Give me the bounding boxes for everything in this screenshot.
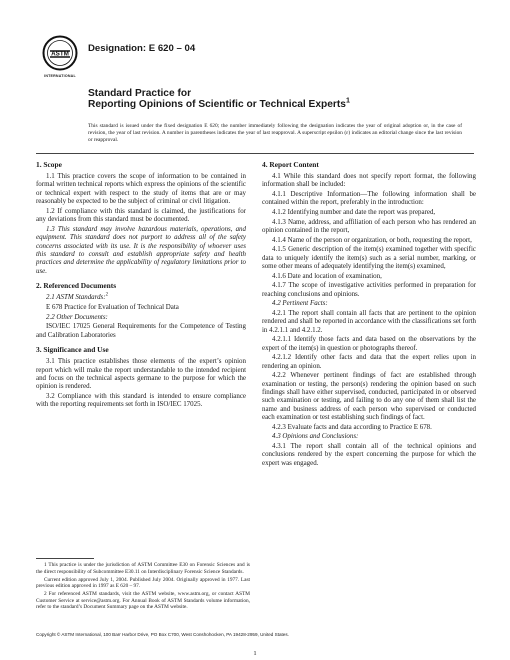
paragraph-4-1: 4.1 While this standard does not specify report format, the following information shall be included: — [262, 172, 476, 189]
footnote-1-edition: Current edition approved July 1, 2004. Published July 2004. Originally approved in 1977. Last previous edition approved in 1997 as E 620 – 97. — [36, 576, 250, 590]
paragraph-2-1: 2.1 ASTM Standards:$^2$ — [46, 293, 108, 302]
section-heading-referenced-documents: 2. Referenced Documents — [36, 281, 117, 291]
paragraph-4-1-3: 4.1.3 Name, address, and affiliation of each person who has rendered an opinion contained in the report, — [262, 217, 476, 234]
paragraph-4-1-7: 4.1.7 The scope of investigative activities performed in preparation for reaching conclusions and opinions. — [262, 281, 476, 298]
page-title: Reporting Opinions of Scientific or Technical Experts — [88, 99, 346, 110]
paragraph-2-2: 2.2 Other Documents: — [46, 312, 108, 321]
svg-text:ASTM: ASTM — [51, 50, 69, 58]
paragraph-4-1-1: 4.1.1 Descriptive Information—The following information shall be contained within the report, preferably in the introduction: — [262, 190, 476, 207]
standard-note: This standard is issued under the fixed designation E 620; the number immediately following the designation indicates the year of original adoption or, in the case of revision, the year of last revision. A number in parentheses indicates the year of last reapproval. A superscript epsilon (ε) indicates an editorial change since the last revision or reapproval. — [88, 123, 462, 144]
footnotes — [36, 562, 250, 612]
left-column — [36, 160, 246, 410]
paragraph-4-2-1-1: 4.2.1.1 Identify those facts and data based on the observations by the expert of the item(s) in question or photographs thereof. — [262, 335, 476, 352]
paragraph-4-2-3: 4.2.3 Evaluate facts and data according to Practice E 678. — [272, 422, 432, 431]
footnote-divider — [36, 558, 94, 559]
paragraph-4-3: 4.3 Opinions and Conclusions: — [272, 432, 359, 441]
section-heading-scope: 1. Scope — [36, 160, 62, 169]
footnote-1: 1 This practice is under the jurisdiction of ASTM Committee E30 on Forensic Sciences and is the direct responsibility of Subcommittee E30.11 on Interdisciplinary Forensic Science Standards. — [36, 562, 250, 575]
paragraph-4-2-1: 4.2.1 The report shall contain all facts that are pertinent to the opinion rendered and shall be reported in accordance with the classifications set forth in 4.2.1.1 and 4.2.1.2. — [262, 308, 477, 334]
paragraph-1-1: 1.1 This practice covers the scope of information to be contained in formal written technical reports which express the opinions of the scientific or technical expert with respect to the study of items that are or may reasonably be expected to be the subject of criminal or civil litigation. — [36, 172, 246, 206]
paragraph-4-2-2: 4.2.2 Whenever pertinent findings of fact are established through examination or testing, the person(s) rendering the opinion based on such findings shall have either supervised, conducted, participated in or observed such examination or testing, and failing to do any one of them shall list the name and business address of each person who supervised or conducted each examination or test establishing such findings of fact. — [262, 371, 476, 422]
title-footnote-mark: 1 — [345, 96, 350, 105]
paragraph-4-1-4: 4.1.4 Name of the person or organization, or both, requesting the report, — [272, 235, 472, 244]
section-heading-report-content: 4. Report Content — [262, 160, 319, 169]
title-line-1: Standard Practice for — [88, 88, 192, 99]
designation: Designation: E 620 – 04 — [88, 43, 196, 54]
reference-e678: E 678 Practice for Evaluation of Technical Data — [46, 303, 179, 312]
paragraph-3-1: 3.1 This practice establishes those elements of the expert’s opinion report which will make the report understandable to the intended recipient and focus on the technical aspects germane to the purpose for which the opinion is rendered. — [36, 357, 246, 391]
logo-caption: INTERNATIONAL — [44, 74, 76, 78]
paragraph-4-3-1: 4.3.1 The report shall contain all of the technical opinions and conclusions rendered by the expert concerning the purpose for which the expert was engaged. — [262, 442, 476, 467]
astm-logo-icon — [42, 35, 78, 75]
divider — [36, 153, 474, 154]
reference-iso17025: ISO/IEC 17025 General Requirements for the Competence of Testing and Calibration Laboratories — [36, 322, 246, 339]
paragraph-4-1-5: 4.1.5 Generic description of the item(s) examined together with specific data to uniquely identify the item(s) such as a serial number, marking, or some other means of adequately identifying the item(s) examined, — [262, 245, 476, 270]
astm-logo — [42, 35, 78, 75]
paragraph-4-1-6: 4.1.6 Date and location of examination, — [272, 271, 382, 280]
paragraph-3-2: 3.2 Compliance with this standard is intended to ensure compliance with the reporting requirements set forth in ISO/IEC 17025. — [36, 392, 246, 409]
page-number: 1 — [253, 650, 257, 657]
copyright-line: Copyright © ASTM International, 100 Barr Harbor Drive, PO Box C700, West Conshohocken, PA 19428-2959, United States. — [36, 632, 289, 637]
footnote-2: 2 For referenced ASTM standards, visit the ASTM website, www.astm.org, or contact ASTM Customer Service at service@astm.org. For Annual Book of ASTM Standards volume information, refer to the standard’s Document Summary page on the ASTM website. — [36, 591, 250, 611]
paragraph-1-2: 1.2 If compliance with this standard is claimed, the justifications for any deviations from this standard must be documented. — [36, 206, 246, 224]
paragraph-4-2: 4.2 Pertinent Facts: — [272, 299, 328, 308]
section-heading-significance: 3. Significance and Use — [36, 345, 109, 355]
paragraph-4-1-2: 4.1.2 Identifying number and date the report was prepared, — [272, 208, 436, 216]
title-line-2 — [88, 96, 350, 110]
paragraph-1-3: 1.3 This standard may involve hazardous materials, operations, and equipment. This standard does not purport to address all of the safety concerns associated with its use. It is the responsibility of whoever uses this standard to consult and establish appropriate safety and health practices and determine the applicability of regulatory limitations prior to use. — [36, 224, 246, 275]
right-column — [262, 160, 476, 468]
paragraph-4-2-1-2: 4.2.1.2 Identify other facts and data that the expert relies upon in rendering an opinion. — [262, 353, 476, 370]
